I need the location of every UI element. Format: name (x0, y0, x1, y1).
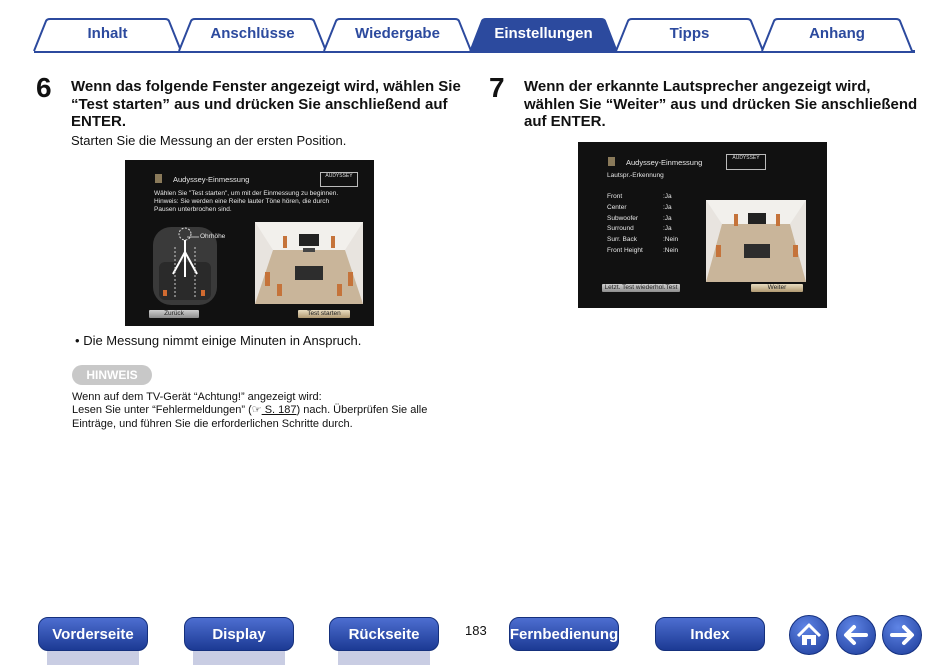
tab-label: Wiedergabe (355, 24, 440, 42)
audyssey-logo (726, 154, 766, 170)
osd-screen-speaker-detection (578, 142, 827, 308)
tab-anschluesse[interactable] (178, 18, 327, 52)
speaker-row (607, 215, 717, 225)
audyssey-logo (320, 172, 358, 187)
speaker-row (607, 225, 717, 235)
note-text (72, 403, 427, 417)
speaker-value: :Nein (663, 236, 679, 244)
vorderseite-button[interactable]: Vorderseite (38, 617, 148, 651)
step-title (71, 78, 461, 131)
hinweis-badge: HINWEIS (72, 365, 152, 385)
speaker-name: Front (607, 193, 623, 200)
speaker-name: Front Height (607, 247, 643, 254)
nav-tab-shadow (193, 651, 285, 665)
tab-einstellungen[interactable] (469, 18, 618, 52)
speaker-name: Surround (607, 225, 634, 233)
step-title-line: wählen Sie “Weiter” aus und drücken Sie anschließend (524, 95, 918, 113)
back-button[interactable]: Zurück (149, 310, 199, 318)
bullet-text: Die Messung nimmt einige Minuten in Anspruch. (83, 333, 362, 348)
tab-label: Anschlüsse (210, 24, 295, 42)
arrow-right-icon (883, 616, 921, 654)
nav-tab-shadow (47, 651, 139, 665)
room-speaker-illustration (706, 200, 806, 282)
tab-wiedergabe[interactable] (323, 18, 472, 52)
speaker-name: Center (607, 203, 627, 211)
audyssey-icon (608, 157, 615, 166)
speaker-row (607, 193, 717, 203)
note-heading: Wenn auf dem TV-Gerät “Achtung!” angezeigt wird: (72, 391, 322, 403)
speaker-value: :Ja (663, 193, 672, 200)
bullet-item (75, 333, 361, 348)
speaker-row (607, 247, 717, 257)
speaker-value: :Ja (663, 203, 672, 211)
rueckseite-button[interactable]: Rückseite (329, 617, 439, 651)
logo-text: AUDYSSEY (325, 173, 353, 179)
tab-label: Einstellungen (494, 24, 593, 42)
room-speaker-illustration (255, 222, 363, 304)
forward-arrow-button[interactable] (882, 615, 922, 655)
osd-message-line: Wählen Sie "Test starten", um mit der Einmessung zu beginnen. (154, 190, 339, 197)
tab-label: Tipps (669, 24, 710, 42)
step-number: 7 (489, 72, 505, 103)
osd-subtitle: Lautspr.-Erkennung (607, 172, 664, 179)
back-arrow-button[interactable] (836, 615, 876, 655)
logo-text: AUDYSSEY (732, 155, 760, 161)
step-title-line: auf ENTER. (524, 113, 606, 130)
step-description: Starten Sie die Messung an der ersten Position. (71, 133, 347, 148)
bullet-dot: • (75, 333, 80, 348)
speaker-row (607, 204, 717, 214)
audyssey-icon (155, 174, 162, 183)
speaker-value: :Ja (663, 214, 672, 222)
tab-label: Inhalt (87, 24, 128, 42)
index-button[interactable]: Index (655, 617, 765, 651)
osd-message-line: Pausen unterbrochen sind. (154, 206, 232, 213)
display-button[interactable]: Display (184, 617, 294, 651)
speaker-name: Surr. Back (607, 236, 637, 244)
osd-message-line: Hinweis: Sie werden eine Reihe lauter Töne hören, die durch (154, 198, 330, 205)
step-number: 6 (36, 72, 52, 103)
pointing-hand-icon: ☞ (251, 404, 262, 416)
tab-inhalt[interactable] (33, 18, 182, 52)
step-title-line: “Test starten” aus und drücken Sie anschließend auf (71, 95, 448, 113)
speaker-row (607, 236, 717, 246)
retest-button[interactable]: Letzt. Test wiederhol.Test (602, 284, 680, 292)
step-title (524, 78, 917, 131)
speaker-value: :Ja (663, 225, 672, 233)
page-link[interactable]: S. 187 (261, 404, 297, 416)
tab-anhang[interactable] (761, 18, 913, 52)
tab-tipps[interactable] (615, 18, 764, 52)
step-title-line: Wenn der erkannte Lautsprecher angezeigt wird, (524, 78, 871, 95)
osd-screen-measurement (125, 160, 374, 326)
ear-height-label: Ohrhöhe (200, 233, 226, 240)
arrow-left-icon (837, 616, 875, 654)
home-icon (790, 616, 828, 654)
step-title-line: ENTER. (71, 113, 127, 130)
osd-title: Audyssey-Einmessung (626, 158, 703, 167)
home-button[interactable] (789, 615, 829, 655)
speaker-value: :Nein (663, 247, 679, 254)
nav-tab-shadow (338, 651, 430, 665)
next-button[interactable]: Weiter (751, 284, 803, 292)
osd-message (154, 190, 338, 214)
fernbedienung-button[interactable]: Fernbedienung (509, 617, 619, 651)
page-number: 183 (465, 623, 487, 638)
note-text-line2: Einträge, und führen Sie die erforderlichen Schritte durch. (72, 418, 353, 430)
note-text-part: Lesen Sie unter “Fehlermeldungen” ( (72, 404, 252, 416)
top-tab-bar (0, 0, 950, 56)
osd-title: Audyssey-Einmessung (173, 175, 250, 184)
speaker-name: Subwoofer (607, 214, 639, 222)
note-text-part: ) nach. Überprüfen Sie alle (296, 404, 428, 416)
step-title-line: Wenn das folgende Fenster angezeigt wird, wählen Sie (71, 78, 461, 95)
start-test-button[interactable]: Test starten (298, 310, 350, 318)
tab-label: Anhang (809, 24, 865, 42)
